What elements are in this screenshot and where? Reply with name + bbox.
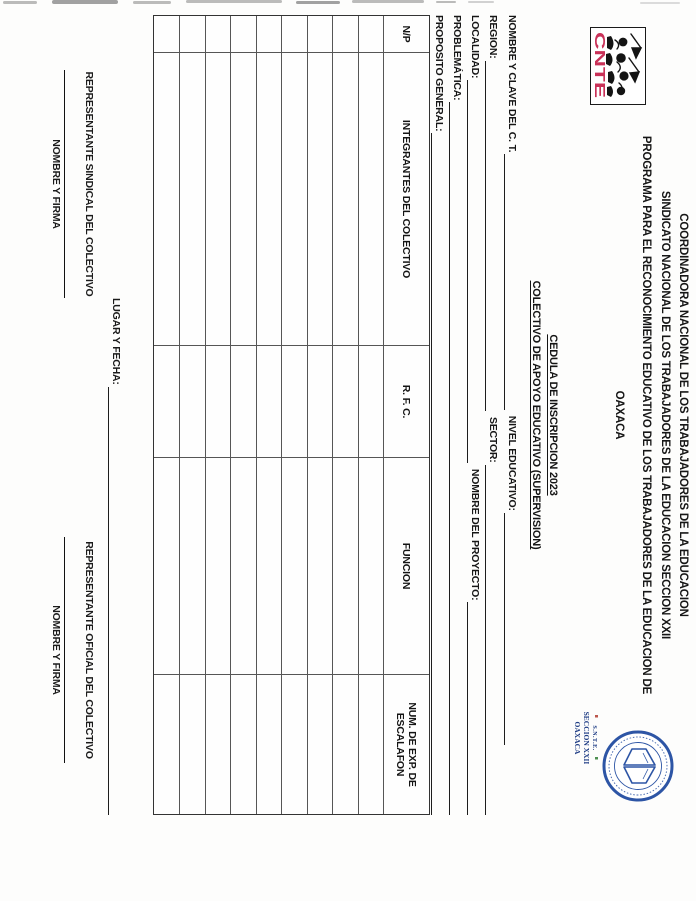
table-cell-empty bbox=[358, 16, 383, 53]
table-cell-empty bbox=[230, 346, 255, 458]
table-cell-empty bbox=[230, 458, 255, 675]
table-cell-empty bbox=[256, 346, 281, 458]
field-label-region: REGION: bbox=[487, 15, 499, 59]
field-line-school bbox=[504, 154, 519, 409]
table-cell-empty bbox=[205, 346, 230, 458]
signature-block-oficial bbox=[49, 515, 96, 785]
field-label-locality: LOCALIDAD: bbox=[469, 15, 481, 79]
table-cell-empty bbox=[281, 458, 306, 675]
table-header-np: N/P bbox=[383, 16, 429, 53]
field-row-school-level bbox=[504, 15, 519, 745]
table-cell-empty bbox=[179, 458, 204, 675]
table-cell-empty bbox=[307, 16, 332, 53]
header-line-1: COORDINADORA NACIONAL DE LOS TRABAJADORES DE LA EDUCACION bbox=[677, 213, 689, 617]
signature-block-sindical bbox=[49, 48, 96, 320]
table-cell-empty bbox=[307, 346, 332, 458]
table-cell-empty bbox=[332, 346, 357, 458]
seal-state-text: OAXACA bbox=[573, 721, 582, 755]
table-cell-empty bbox=[256, 16, 281, 53]
table-cell-empty bbox=[307, 675, 332, 814]
table-cell-empty bbox=[179, 53, 204, 346]
table-cell-empty bbox=[332, 16, 357, 53]
table-cell-empty bbox=[179, 16, 204, 53]
place-date-row bbox=[108, 298, 123, 815]
field-label-purpose: PROPOSITO GENERAL: bbox=[433, 15, 445, 132]
table-cell-empty bbox=[307, 53, 332, 346]
table-cell-empty bbox=[256, 458, 281, 675]
field-label-problem: PROBLEMÁTICA: bbox=[451, 15, 463, 101]
seal-section-text: SECCION XXII bbox=[582, 711, 591, 765]
table-cell-empty bbox=[332, 458, 357, 675]
table-header-members: INTEGRANTES DEL COLECTIVO bbox=[383, 53, 429, 346]
table-cell-empty bbox=[332, 53, 357, 346]
table-cell-empty bbox=[205, 16, 230, 53]
field-label-project: NOMBRE DEL PROYECTO: bbox=[469, 468, 481, 601]
field-row-region-sector bbox=[485, 15, 500, 815]
table-cell-empty bbox=[332, 675, 357, 814]
header-line-3: PROGRAMA PARA EL RECONOCIMIENTO EDUCATIVO DE LOS TRABAJADORES DE LA EDUCACION DE bbox=[640, 135, 652, 695]
member-table bbox=[153, 15, 430, 815]
form-title: CEDULA DE INSCRIPCION 2023 bbox=[547, 334, 559, 496]
field-label-sector: SECTOR: bbox=[487, 416, 499, 463]
table-cell-empty bbox=[205, 675, 230, 814]
table-header-rfc: R. F. C. bbox=[383, 346, 429, 458]
table-cell-empty bbox=[358, 675, 383, 814]
oficial-title: REPRESENTANTE OFICIAL DEL COLECTIVO bbox=[83, 541, 95, 759]
table-cell-empty bbox=[154, 346, 179, 458]
field-line-problem bbox=[449, 102, 464, 815]
sindical-title: REPRESENTANTE SINDICAL DEL COLECTIVO bbox=[83, 71, 95, 297]
field-row-purpose bbox=[431, 15, 446, 815]
table-cell-empty bbox=[256, 675, 281, 814]
table-cell-empty bbox=[358, 458, 383, 675]
place-date-line bbox=[108, 387, 123, 815]
table-header-function: FUNCION bbox=[383, 458, 429, 675]
snte-seal-icon bbox=[571, 693, 676, 813]
table-cell-empty bbox=[230, 16, 255, 53]
table-cell-empty bbox=[154, 16, 179, 53]
table-cell-empty bbox=[281, 16, 306, 53]
field-line-locality bbox=[467, 80, 482, 463]
table-cell-empty bbox=[179, 675, 204, 814]
sindical-signature-line bbox=[64, 70, 65, 298]
header-line-4: OAXACA bbox=[613, 390, 625, 440]
table-cell-empty bbox=[205, 458, 230, 675]
table-header-escalafon: NUM. DE EXP. DE ESCALAFON bbox=[383, 675, 429, 814]
oficial-name-label: NOMBRE Y FIRMA bbox=[50, 605, 62, 695]
field-line-sector bbox=[485, 465, 500, 815]
seccion-xxii-seal bbox=[566, 693, 676, 813]
field-label-level: NIVEL EDUCATIVO: bbox=[506, 415, 518, 511]
table-cell-empty bbox=[281, 346, 306, 458]
field-row-locality-project bbox=[467, 15, 482, 815]
header-line-2: SINDICATO NACIONAL DE LOS TRABAJADORES DE LA EDUCACION SECCION XXII bbox=[659, 190, 671, 640]
scan-edge-artifacts bbox=[0, 0, 696, 8]
field-line-level bbox=[504, 513, 519, 745]
form-subtitle: COLECTIVO DE APOYO EDUCATIVO (SUPERVISION) bbox=[530, 280, 542, 550]
seal-org-text: S.N.T.E. bbox=[591, 725, 597, 751]
field-line-project bbox=[467, 602, 482, 815]
table-cell-empty bbox=[179, 346, 204, 458]
table-cell-empty bbox=[256, 53, 281, 346]
table-cell-empty bbox=[230, 675, 255, 814]
table-cell-empty bbox=[358, 346, 383, 458]
oficial-signature-line bbox=[64, 537, 65, 763]
sindical-name-label: NOMBRE Y FIRMA bbox=[50, 139, 62, 229]
field-label-school: NOMBRE Y CLAVE DEL C. T. bbox=[506, 15, 518, 153]
field-line-region bbox=[485, 61, 500, 411]
field-line-purpose bbox=[431, 133, 446, 815]
table-cell-empty bbox=[230, 53, 255, 346]
field-row-problem bbox=[449, 15, 464, 815]
table-cell-empty bbox=[205, 53, 230, 346]
table-cell-empty bbox=[281, 53, 306, 346]
table-cell-empty bbox=[154, 458, 179, 675]
cnte-logo-text: CNTE bbox=[592, 32, 608, 73]
table-cell-empty bbox=[281, 675, 306, 814]
table-cell-empty bbox=[154, 675, 179, 814]
table-cell-empty bbox=[358, 53, 383, 346]
table-cell-empty bbox=[307, 458, 332, 675]
table-cell-empty bbox=[154, 53, 179, 346]
place-date-label: LUGAR Y FECHA: bbox=[110, 298, 122, 385]
